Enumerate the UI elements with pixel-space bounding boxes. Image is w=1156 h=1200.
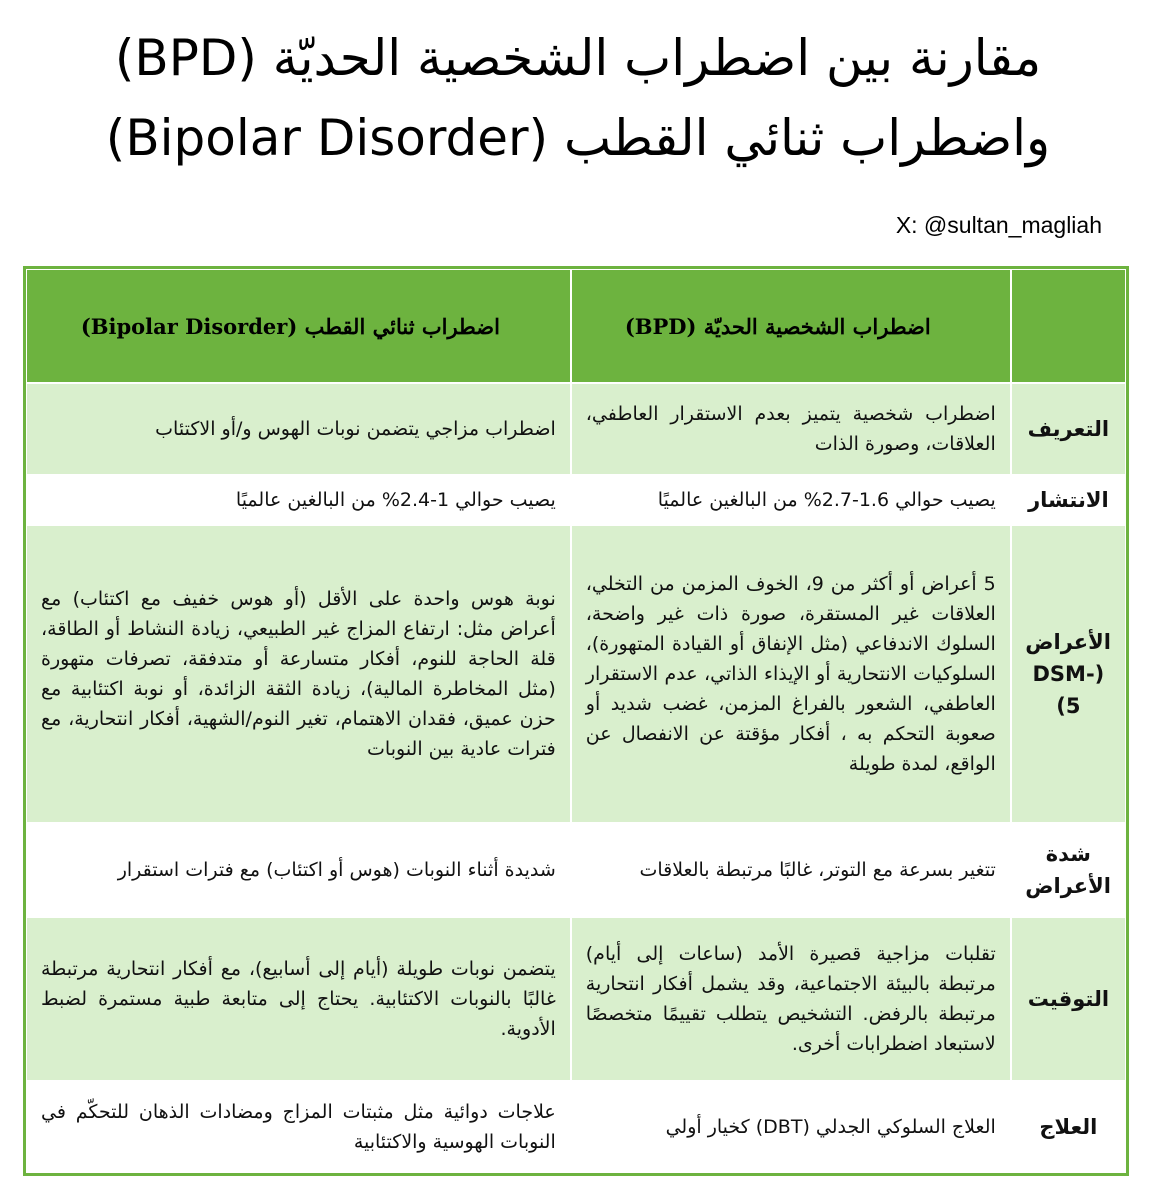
bpd-symptoms: 5 أعراض أو أكثر من 9، الخوف المزمن من التخلي، العلاقات غير المستقرة، صورة ذات غير واضحة، السلوك الاندفاعي (مثل الإنفاق أو القيادة المتهورة)، السلوكيات الانتحارية أو الإيذاء الذاتي، عدم الاستقرار العاطفي، الشعور بالفراغ المزمن، غضب شديد أو صعوبة التحكم به ، أفكار مؤقتة عن الانفصال عن الواقع، لمدة طويلة <box>571 525 1011 823</box>
table-header-row <box>26 269 1126 383</box>
header-bpd: اضطراب الشخصية الحديّة (BPD) <box>571 269 1011 383</box>
row-label-treatment: العلاج <box>1011 1081 1126 1173</box>
bipolar-prevalence: يصيب حوالي 1-2.4% من البالغين عالميًا <box>26 475 571 525</box>
table-row-symptoms <box>26 525 1126 823</box>
comparison-table <box>25 268 1127 1174</box>
row-label-symptoms: الأعراض (DSM-5) <box>1011 525 1126 823</box>
row-label-prevalence: الانتشار <box>1011 475 1126 525</box>
bpd-timing: تقلبات مزاجية قصيرة الأمد (ساعات إلى أيام) مرتبطة بالبيئة الاجتماعية، وقد يشمل أفكار انتحارية مرتبطة بالرفض. التشخيص يتطلب تقييمًا متخصصًا لاستبعاد اضطرابات أخرى. <box>571 917 1011 1081</box>
bpd-prevalence: يصيب حوالي 1.6-2.7% من البالغين عالميًا <box>571 475 1011 525</box>
table-row-definition <box>26 383 1126 475</box>
bipolar-timing: يتضمن نوبات طويلة (أيام إلى أسابيع)، مع أفكار انتحارية مرتبطة غالبًا بالنوبات الاكتئابية. يحتاج إلى متابعة طبية مستمرة لضبط الأدوية. <box>26 917 571 1081</box>
bipolar-treatment: علاجات دوائية مثل مثبتات المزاج ومضادات الذهان للتحكّم في النوبات الهوسية والاكتئابية <box>26 1081 571 1173</box>
row-label-severity: شدة الأعراض <box>1011 823 1126 917</box>
bipolar-definition: اضطراب مزاجي يتضمن نوبات الهوس و/أو الاكتئاب <box>26 383 571 475</box>
table-row-timing <box>26 917 1126 1081</box>
row-label-definition: التعريف <box>1011 383 1126 475</box>
bipolar-symptoms: نوبة هوس واحدة على الأقل (أو هوس خفيف مع اكتئاب) مع أعراض مثل: ارتفاع المزاج غير الطبيعي، زيادة النشاط أو الطاقة، قلة الحاجة للنوم، أفكار متسارعة أو متدفقة، تصرفات متهورة (مثل المخاطرة المالية)، زيادة الثقة الزائدة، أو نوبة اكتئابية مع حزن عميق، فقدان الاهتمام، تغير النوم/الشهية، أفكار انتحارية، مع فترات عادية بين النوبات <box>26 525 571 823</box>
header-label-cell <box>1011 269 1126 383</box>
table-row-severity <box>26 823 1126 917</box>
bpd-treatment: العلاج السلوكي الجدلي (DBT) كخيار أولي <box>571 1081 1011 1173</box>
header-bipolar: اضطراب ثنائي القطب (Bipolar Disorder) <box>26 269 571 383</box>
page-title <box>30 18 1126 178</box>
bpd-definition: اضطراب شخصية يتميز بعدم الاستقرار العاطفي، العلاقات، وصورة الذات <box>571 383 1011 475</box>
bipolar-severity: شديدة أثناء النوبات (هوس أو اكتئاب) مع فترات استقرار <box>26 823 571 917</box>
bpd-severity: تتغير بسرعة مع التوتر، غالبًا مرتبطة بالعلاقات <box>571 823 1011 917</box>
row-label-timing: التوقيت <box>1011 917 1126 1081</box>
title-line-1: مقارنة بين اضطراب الشخصية الحديّة (BPD) <box>114 29 1042 87</box>
author-handle: X: @sultan_magliah <box>895 212 1102 238</box>
table-row-prevalence <box>26 475 1126 525</box>
title-line-2: واضطراب ثنائي القطب (Bipolar Disorder) <box>105 109 1051 167</box>
table-row-treatment <box>26 1081 1126 1173</box>
